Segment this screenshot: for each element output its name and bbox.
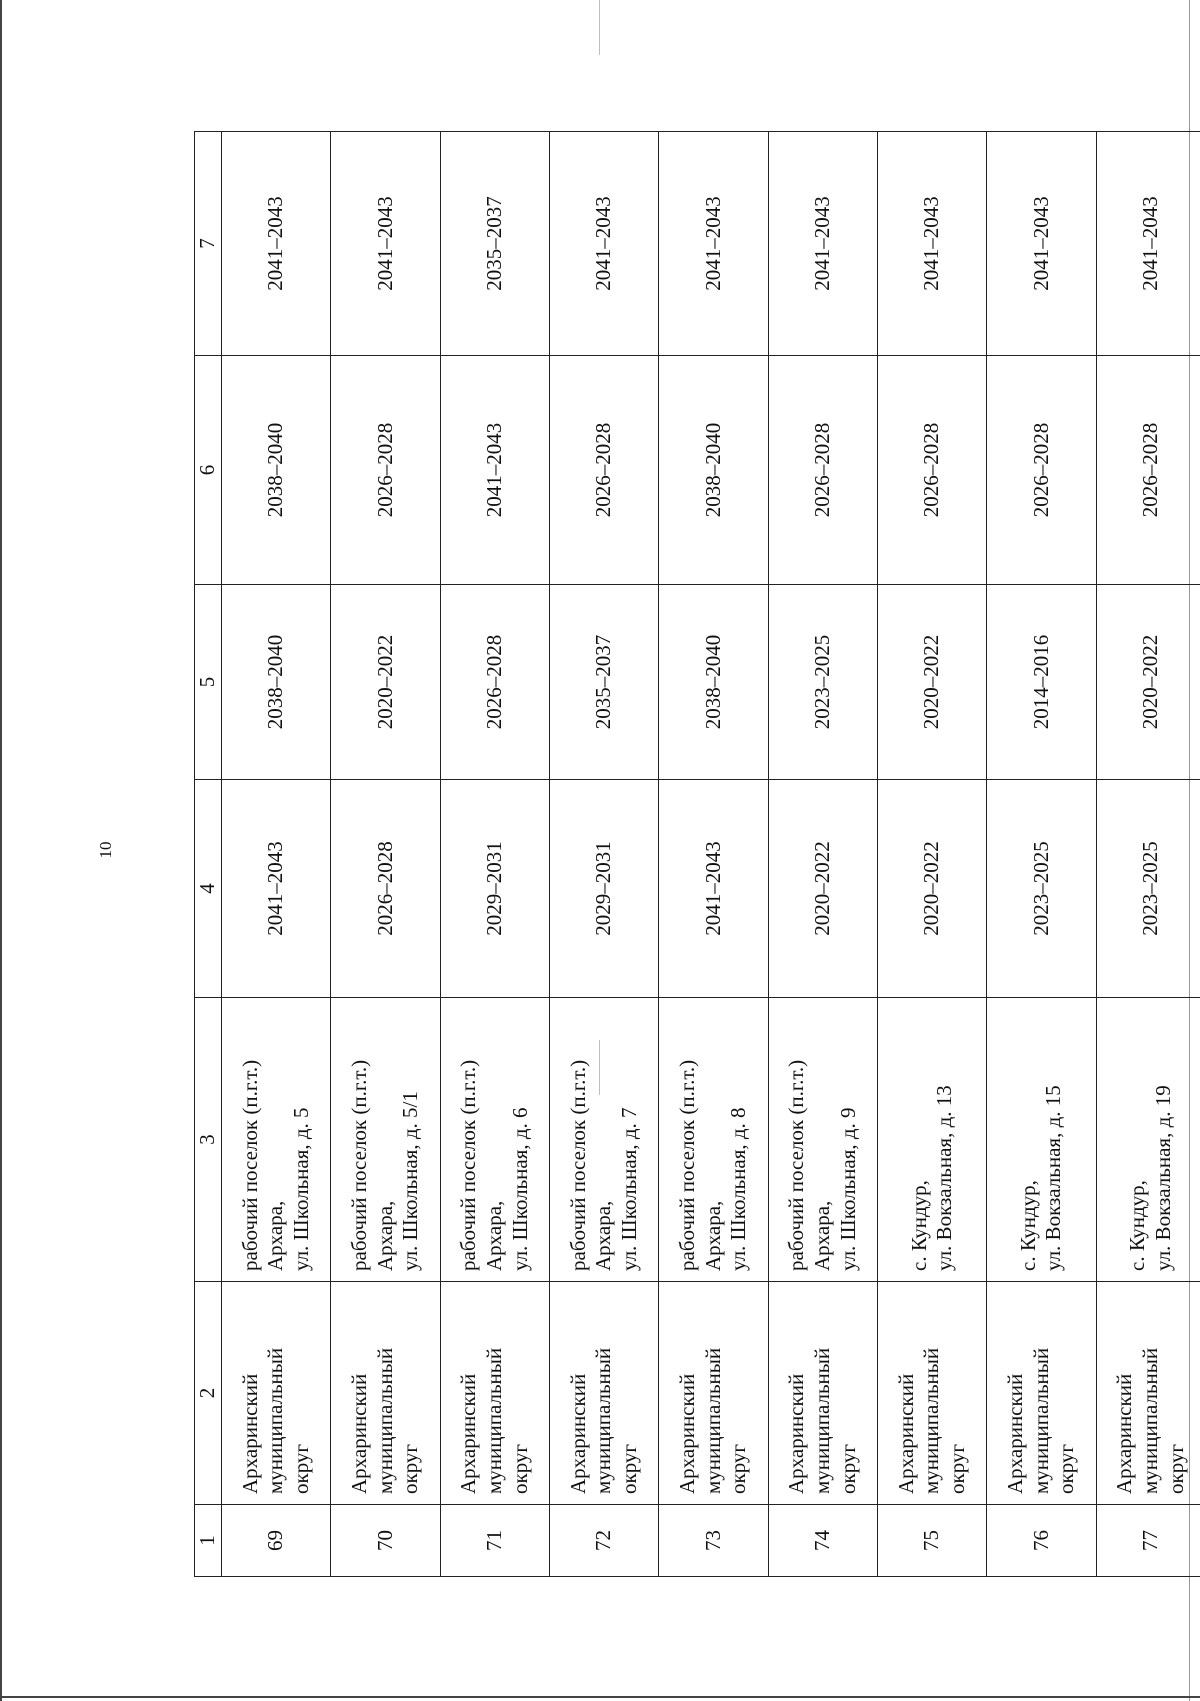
district-cell	[549, 1282, 658, 1505]
row-number-cell: 69	[222, 1505, 331, 1577]
period-cell-col6: 2026–2028	[331, 356, 440, 585]
district-cell-line: муниципальный	[263, 1347, 288, 1494]
address-cell-line: рабочий поселок (п.г.т.)	[784, 1059, 809, 1271]
column-header: 6	[195, 356, 222, 585]
address-cell	[987, 998, 1096, 1282]
period-cell-col4: 2029–2031	[440, 780, 549, 998]
column-header: 1	[195, 1505, 222, 1577]
district-cell-line: Архаринский	[456, 1373, 481, 1494]
table-row	[440, 132, 549, 1577]
address-cell-line: рабочий поселок (п.г.т.)	[237, 1059, 262, 1271]
address-cell-line: ул. Вокзальная, д. 13	[932, 1085, 957, 1271]
period-cell-col6: 2026–2028	[549, 356, 658, 585]
address-cell	[1096, 998, 1200, 1282]
district-cell-line: муниципальный	[810, 1347, 834, 1494]
address-cell	[877, 998, 986, 1282]
period-cell-col7: 2041–2043	[768, 132, 877, 356]
address-cell-line: ул. Вокзальная, д. 19	[1150, 1085, 1175, 1271]
column-number-row	[195, 132, 222, 1577]
district-cell-line: округ	[1163, 1443, 1188, 1494]
address-cell-line: Архара,	[372, 1200, 397, 1271]
row-number-cell: 75	[877, 1505, 986, 1577]
page-number: 10	[96, 841, 115, 859]
address-cell-line: Архара,	[591, 1200, 616, 1271]
period-cell-col7: 2041–2043	[877, 132, 986, 356]
address-cell-line: Архара,	[482, 1200, 507, 1271]
table-row	[222, 132, 331, 1577]
table-row	[1096, 132, 1200, 1577]
period-cell-col4: 2026–2028	[331, 780, 440, 998]
column-header: 7	[195, 132, 222, 356]
period-cell-col7: 2035–2037	[440, 132, 549, 356]
period-cell-col4: 2020–2022	[877, 780, 986, 998]
period-cell-col7: 2041–2043	[549, 132, 658, 356]
address-cell-line: ул. Школьная, д. 5	[288, 1107, 313, 1271]
address-cell-line: ул. Вокзальная, д. 15	[1041, 1085, 1066, 1271]
address-cell-line: Архара,	[700, 1200, 725, 1271]
district-cell-line: Архаринский	[784, 1373, 809, 1494]
district-cell	[987, 1282, 1096, 1505]
table-body	[222, 132, 1200, 1577]
column-header: 2	[195, 1282, 222, 1505]
district-cell-line: Архаринский	[1003, 1373, 1028, 1494]
schedule-table	[194, 131, 1200, 1577]
district-cell-line: муниципальный	[1138, 1347, 1162, 1494]
address-cell-line: ул. Школьная, д. 5/1	[398, 1091, 423, 1271]
address-cell-line: рабочий поселок (п.г.т.)	[347, 1059, 372, 1271]
row-number-cell: 72	[549, 1505, 658, 1577]
district-cell-line: Архаринский	[565, 1373, 590, 1494]
table-row	[987, 132, 1096, 1577]
row-number-cell: 77	[1096, 1505, 1200, 1577]
address-cell	[222, 998, 331, 1282]
district-cell	[222, 1282, 331, 1505]
address-cell	[549, 998, 658, 1282]
district-cell-line: округ	[726, 1443, 751, 1494]
period-cell-col6: 2026–2028	[768, 356, 877, 585]
district-cell-line: округ	[398, 1443, 423, 1494]
district-cell-line: муниципальный	[700, 1347, 725, 1494]
address-cell-line: рабочий поселок (п.г.т.)	[675, 1059, 700, 1271]
row-number-cell: 76	[987, 1505, 1096, 1577]
period-cell-col5: 2014–2016	[987, 585, 1096, 780]
period-cell-col5: 2023–2025	[768, 585, 877, 780]
row-number-cell: 70	[331, 1505, 440, 1577]
address-cell-line: с. Кундур,	[1015, 1180, 1040, 1271]
district-cell-line: округ	[944, 1443, 969, 1494]
district-cell-line: Архаринский	[893, 1373, 918, 1494]
period-cell-col4: 2041–2043	[659, 780, 768, 998]
table-row	[659, 132, 768, 1577]
address-cell-line: ул. Школьная, д. 7	[616, 1107, 641, 1271]
district-cell	[440, 1282, 549, 1505]
address-cell-line: ул. Школьная, д. 6	[507, 1107, 532, 1271]
district-cell-line: муниципальный	[482, 1347, 507, 1494]
table-row	[768, 132, 877, 1577]
district-cell	[877, 1282, 986, 1505]
period-cell-col7: 2041–2043	[987, 132, 1096, 356]
address-cell-line: Архара,	[263, 1200, 288, 1271]
rotated-table-wrapper	[194, 132, 1200, 1577]
address-cell	[659, 998, 768, 1282]
period-cell-col6: 2038–2040	[659, 356, 768, 585]
district-cell-line: муниципальный	[372, 1347, 397, 1494]
address-cell	[768, 998, 877, 1282]
period-cell-col4: 2041–2043	[222, 780, 331, 998]
period-cell-col6: 2041–2043	[440, 356, 549, 585]
row-number-cell: 73	[659, 1505, 768, 1577]
period-cell-col5: 2020–2022	[1096, 585, 1200, 780]
scan-edge-bottom	[0, 1696, 1200, 1698]
district-cell-line: Архаринский	[675, 1373, 700, 1494]
district-cell-line: муниципальный	[919, 1347, 944, 1494]
district-cell-line: Архаринский	[237, 1373, 262, 1494]
period-cell-col7: 2041–2043	[659, 132, 768, 356]
address-cell-line: ул. Школьная, д. 9	[835, 1107, 860, 1271]
address-cell	[440, 998, 549, 1282]
district-cell-line: округ	[288, 1443, 313, 1494]
period-cell-col5: 2035–2037	[549, 585, 658, 780]
period-cell-col5: 2038–2040	[222, 585, 331, 780]
district-cell-line: Архаринский	[1112, 1373, 1137, 1494]
address-cell-line: рабочий поселок (п.г.т.)	[565, 1059, 590, 1271]
address-cell-line: с. Кундур,	[906, 1180, 931, 1271]
period-cell-col4: 2023–2025	[1096, 780, 1200, 998]
period-cell-col5: 2038–2040	[659, 585, 768, 780]
district-cell	[768, 1282, 877, 1505]
column-header: 3	[195, 998, 222, 1282]
district-cell-line: округ	[616, 1443, 641, 1494]
district-cell-line: муниципальный	[1028, 1347, 1053, 1494]
scan-mark	[599, 0, 600, 55]
period-cell-col4: 2023–2025	[987, 780, 1096, 998]
row-number-cell: 71	[440, 1505, 549, 1577]
period-cell-col6: 2026–2028	[987, 356, 1096, 585]
period-cell-col5: 2026–2028	[440, 585, 549, 780]
period-cell-col6: 2038–2040	[222, 356, 331, 585]
period-cell-col6: 2026–2028	[877, 356, 986, 585]
district-cell	[331, 1282, 440, 1505]
period-cell-col7: 2041–2043	[1096, 132, 1200, 356]
district-cell-line: округ	[835, 1443, 860, 1494]
address-cell-line: ул. Школьная, д. 8	[726, 1107, 751, 1271]
table-row	[331, 132, 440, 1577]
address-cell-line: Архара,	[810, 1200, 834, 1271]
period-cell-col5: 2020–2022	[877, 585, 986, 780]
address-cell	[331, 998, 440, 1282]
period-cell-col4: 2020–2022	[768, 780, 877, 998]
row-number-cell: 74	[768, 1505, 877, 1577]
period-cell-col4: 2029–2031	[549, 780, 658, 998]
district-cell	[1096, 1282, 1200, 1505]
district-cell-line: округ	[507, 1443, 532, 1494]
scan-edge-left	[0, 0, 2, 1701]
address-cell-line: рабочий поселок (п.г.т.)	[456, 1059, 481, 1271]
column-header: 5	[195, 585, 222, 780]
period-cell-col7: 2041–2043	[222, 132, 331, 356]
address-cell-line: с. Кундур,	[1125, 1180, 1150, 1271]
column-header: 4	[195, 780, 222, 998]
period-cell-col5: 2020–2022	[331, 585, 440, 780]
district-cell	[659, 1282, 768, 1505]
district-cell-line: Архаринский	[347, 1373, 372, 1494]
period-cell-col6: 2026–2028	[1096, 356, 1200, 585]
table-row	[549, 132, 658, 1577]
period-cell-col7: 2041–2043	[331, 132, 440, 356]
district-cell-line: муниципальный	[591, 1347, 616, 1494]
district-cell-line: округ	[1054, 1443, 1079, 1494]
table-row	[877, 132, 986, 1577]
